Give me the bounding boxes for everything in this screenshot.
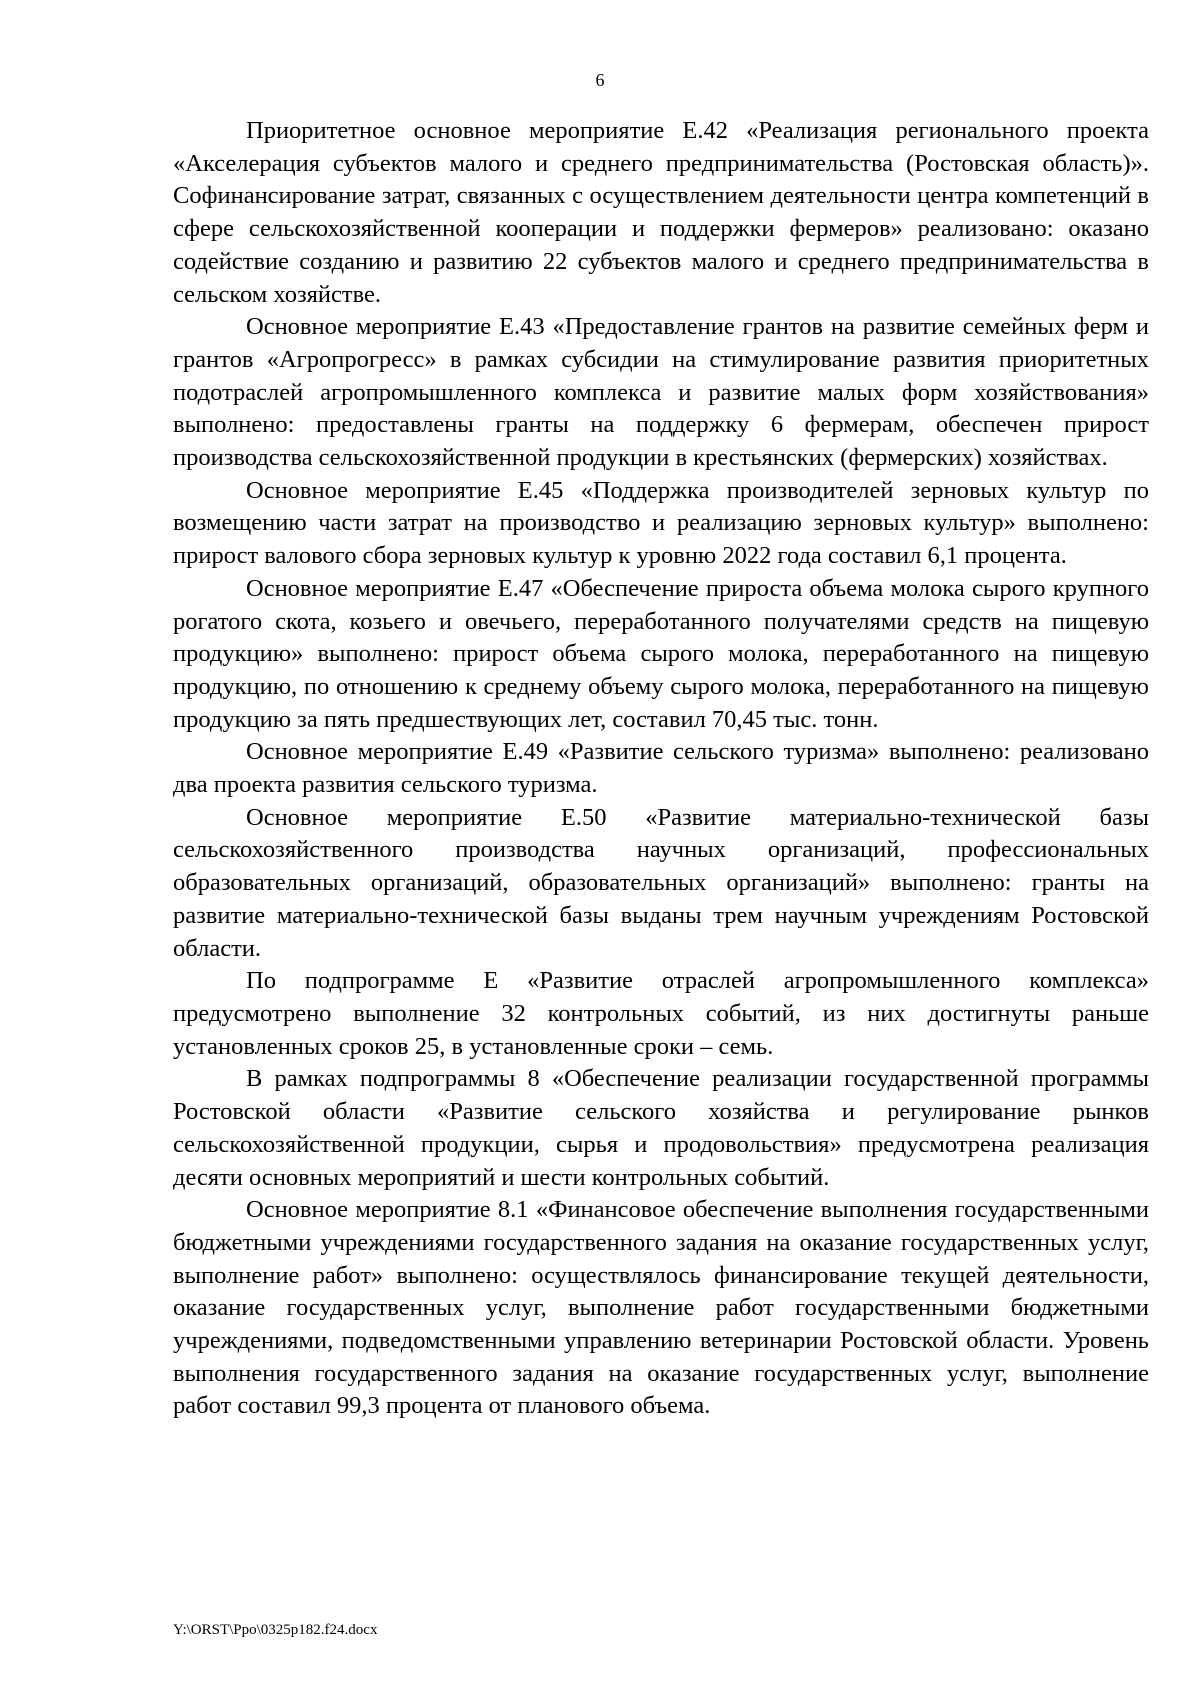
file-path-footer: Y:\ORST\Ppo\0325p182.f24.docx [173, 1622, 378, 1638]
paragraph-e49: Основное мероприятие Е.49 «Развитие сельского туризма» выполнено: реализовано два проекта развития сельского туризма. [173, 738, 1149, 799]
paragraph-8-1: Основное мероприятие 8.1 «Финансовое обеспечение выполнения государственными бюджетными учреждениями государственного задания на оказание государственных услуг, выполнение работ» выполнено: осуществлялось финансирование текущей деятельности, оказание государственных услуг, выполнение работ государственными бюджетными учреждениями, подведомственными управлению ветеринарии Ростовской области. Уровень выполнения государственного задания на оказание государственных услуг, выполнение работ составил 99,3 процента от планового объема. [173, 1196, 1149, 1420]
paragraph-e47: Основное мероприятие Е.47 «Обеспечение прироста объема молока сырого крупного рогатого скота, козьего и овечьего, переработанного получателями средств на пищевую продукцию» выполнено: прирост объема сырого молока, переработанного на пищевую продукцию, по отношению к среднему объему сырого молока, переработанного на пищевую продукцию за пять предшествующих лет, составил 70,45 тыс. тонн. [173, 574, 1149, 733]
paragraph-e50: Основное мероприятие Е.50 «Развитие материально-технической базы сельскохозяйственного производства научных организаций, профессиональных образовательных организаций, образовательных организаций» выполнено: гранты на развитие материально-технической базы выданы трем научным учреждениям Ростовской области. [173, 803, 1149, 962]
paragraph-e43: Основное мероприятие Е.43 «Предоставление грантов на развитие семейных ферм и грантов «Агропрогресс» в рамках субсидии на стимулирование развития приоритетных подотраслей агропромышленного комплекса и развитие малых форм хозяйствования» выполнено: предоставлены гранты на поддержку 6 фермерам, обеспечен прирост производства сельскохозяйственной продукции в крестьянских (фермерских) хозяйствах. [173, 313, 1149, 472]
paragraph-e45: Основное мероприятие Е.45 «Поддержка производителей зерновых культур по возмещению части затрат на производство и реализацию зерновых культур» выполнено: прирост валового сбора зерновых культур к уровню 2022 года составил 6,1 процента. [173, 476, 1149, 570]
page-number: 6 [595, 70, 605, 90]
paragraph-subprogram-e: По подпрограмме Е «Развитие отраслей агропромышленного комплекса» предусмотрено выполнение 32 контрольных событий, из них достигнуты раньше установленных сроков 25, в установленные сроки – семь. [173, 967, 1149, 1060]
paragraph-e42: Приоритетное основное мероприятие Е.42 «Реализация регионального проекта «Акселерация субъектов малого и среднего предпринимательства (Ростовская область)». Софинансирование затрат, связанных с осуществлением деятельности центра компетенций в сфере сельскохозяйственной кооперации и поддержки фермеров» реализовано: оказано содействие созданию и развитию 22 субъектов малого и среднего предпринимательства в сельском хозяйстве. [173, 117, 1149, 308]
document-body [173, 115, 1149, 1423]
paragraph-subprogram-8: В рамках подпрограммы 8 «Обеспечение реализации государственной программы Ростовской области «Развитие сельского хозяйства и регулирование рынков сельскохозяйственной продукции, сырья и продовольствия» предусмотрена реализация десяти основных мероприятий и шести контрольных событий. [173, 1065, 1149, 1191]
